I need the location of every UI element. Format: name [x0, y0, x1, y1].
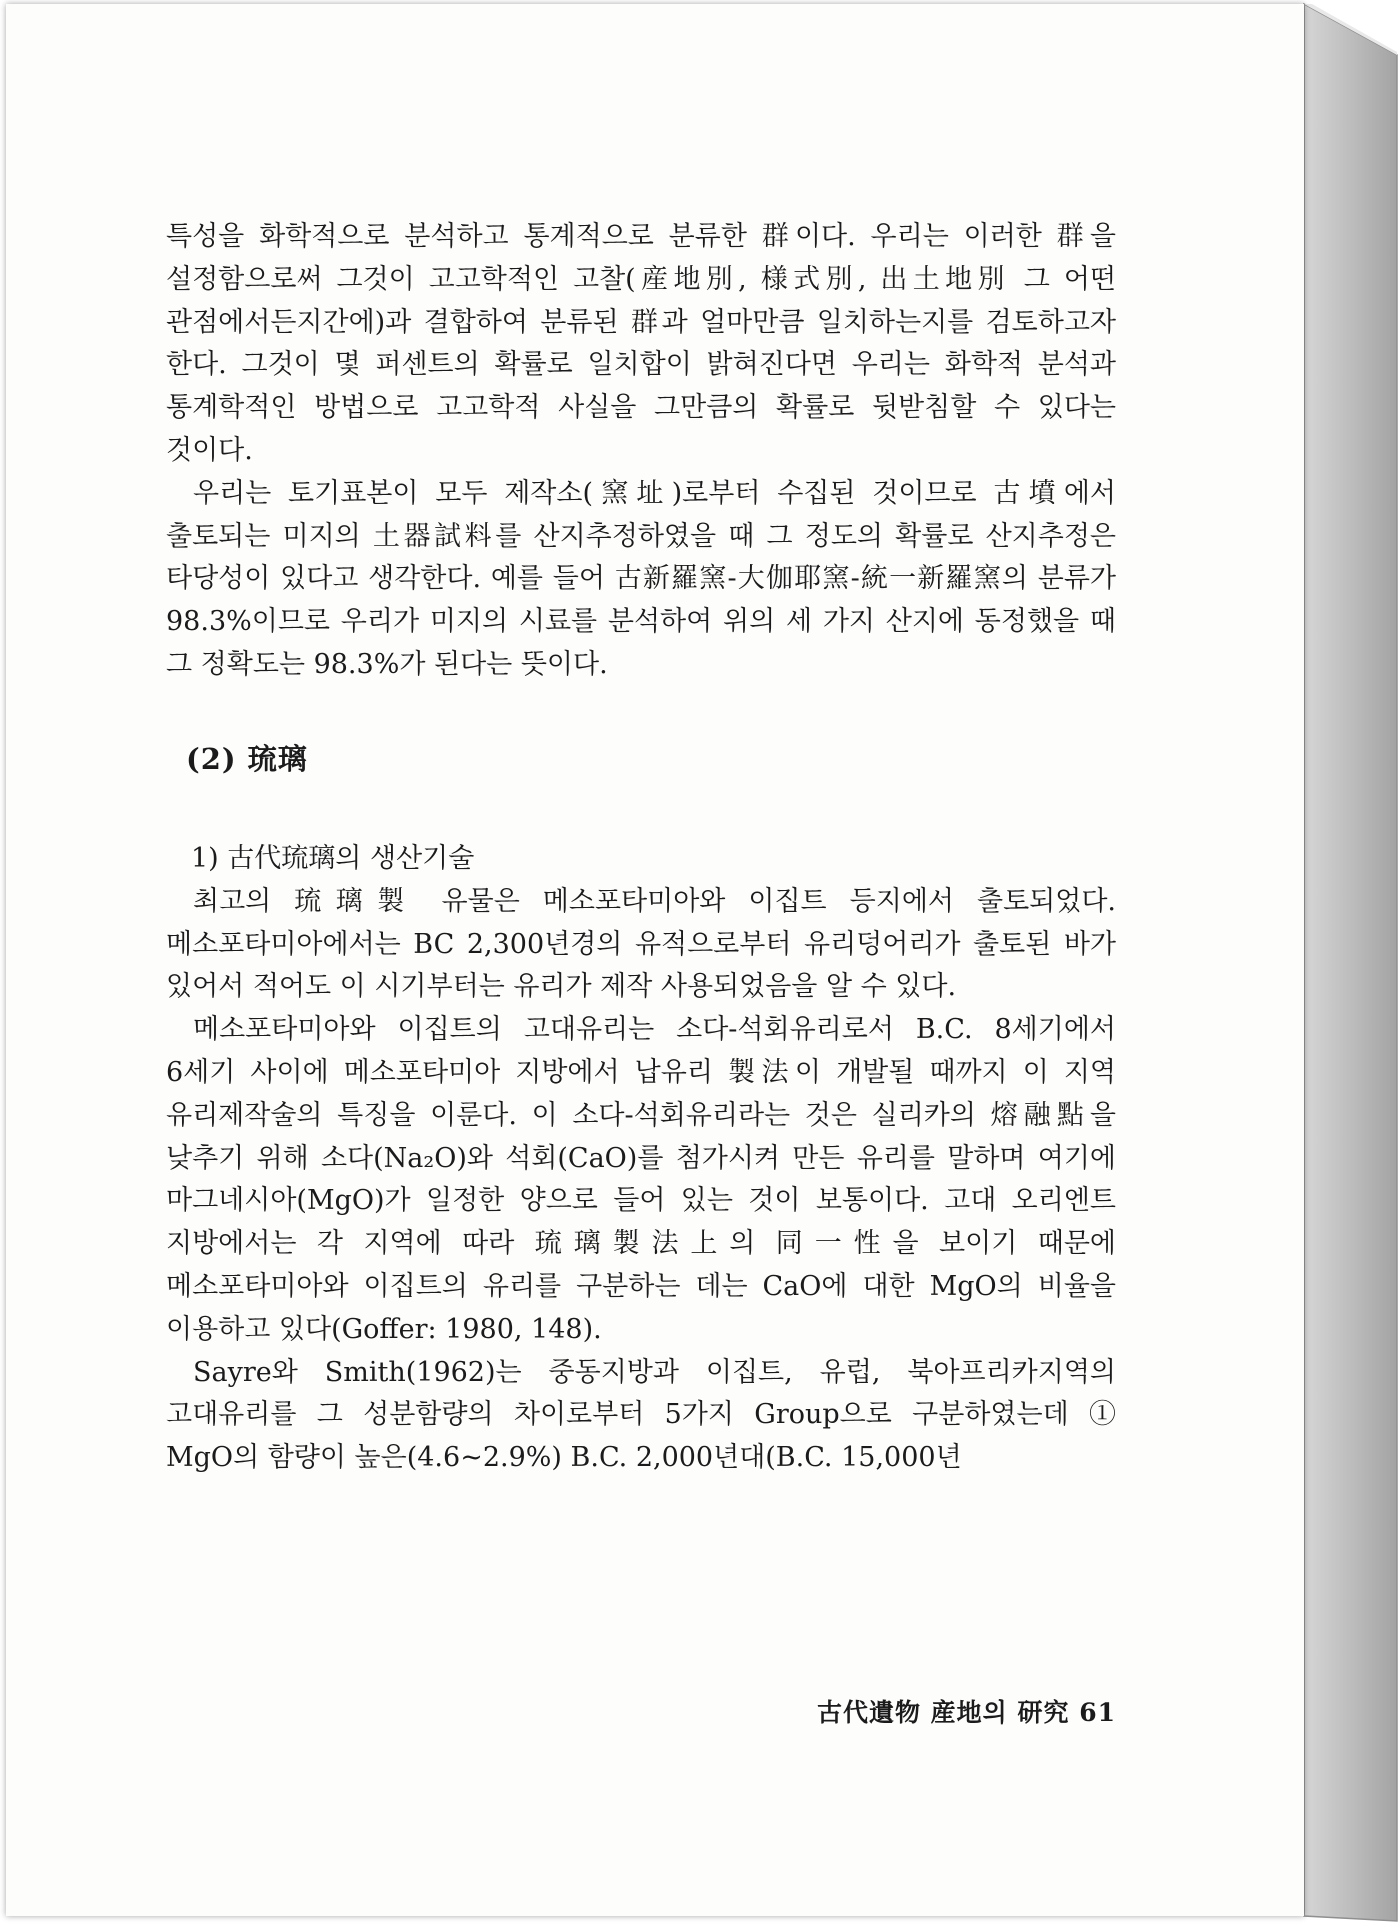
- page-footer: 古代遺物 産地의 研究 61: [816, 1698, 1116, 1727]
- paragraph: Sayre와 Smith(1962)는 중동지방과 이집트, 유럽, 북아프리카지역의 고대유리를 그 성분함량의 차이로부터 5가지 Group으로 구분하였는데 ① MgO의 함량이 높은(4.6~2.9%) B.C. 2,000년대(B.C. 15,000년: [166, 1356, 1116, 1474]
- paragraph: 최고의 琉璃製 유물은 메소포타미아와 이집트 등지에서 출토되었다. 메소포타미아에서는 BC 2,300년경의 유적으로부터 유리덩어리가 출토된 바가 있어서 적어도 이 시기부터는 유리가 제작 사용되었음을 알 수 있다.: [166, 885, 1116, 1003]
- body-text: [166, 216, 1116, 1480]
- subsection-heading: 1) 古代琉璃의 생산기술: [191, 842, 475, 874]
- section-heading: (2) 琉璃: [186, 741, 308, 776]
- paragraph: 우리는 토기표본이 모두 제작소(窯址)로부터 수집된 것이므로 古墳에서 출토되는 미지의 土器試料를 산지추정하였을 때 그 정도의 확률로 산지추정은 타당성이 있다고 생각한다. 예를 들어 古新羅窯-大伽耶窯-統一新羅窯의 분류가 98.3%이므로 우리가 미지의 시료를 분석하여 위의 세 가지 산지에 동정했을 때 그 정확도는 98.3%가 된다는 뜻이다.: [166, 477, 1116, 680]
- book-page: [6, 4, 1304, 1916]
- paragraph: 메소포타미아와 이집트의 고대유리는 소다-석회유리로서 B.C. 8세기에서 6세기 사이에 메소포타미아 지방에서 납유리 製法이 개발될 때까지 이 지역 유리제작술의 특징을 이룬다. 이 소다-석회유리라는 것은 실리카의 熔融點을 낮추기 위해 소다(Na₂O)와 석회(CaO)를 첨가시켜 만든 유리를 말하며 여기에 마그네시아(MgO)가 일정한 양으로 들어 있는 것이 보통이다. 고대 오리엔트 지방에서는 각 지역에 따라 琉璃製法上의 同一性을 보이기 때문에 메소포타미아와 이집트의 유리를 구분하는 데는 CaO에 대한 MgO의 비율을 이용하고 있다(Goffer: 1980, 148).: [166, 1014, 1116, 1345]
- paragraph: 특성을 화학적으로 분석하고 통계적으로 분류한 群이다. 우리는 이러한 群을 설정함으로써 그것이 고고학적인 고찰(産地別, 様式別, 出土地別 그 어떤 관점에서든지간에)과 결합하여 분류된 群과 얼마만큼 일치하는지를 검토하고자 한다. 그것이 몇 퍼센트의 확률로 일치합이 밝혀진다면 우리는 화학적 분석과 통계학적인 방법으로 고고학적 사실을 그만큼의 확률로 뒷받침할 수 있다는 것이다.: [166, 221, 1116, 466]
